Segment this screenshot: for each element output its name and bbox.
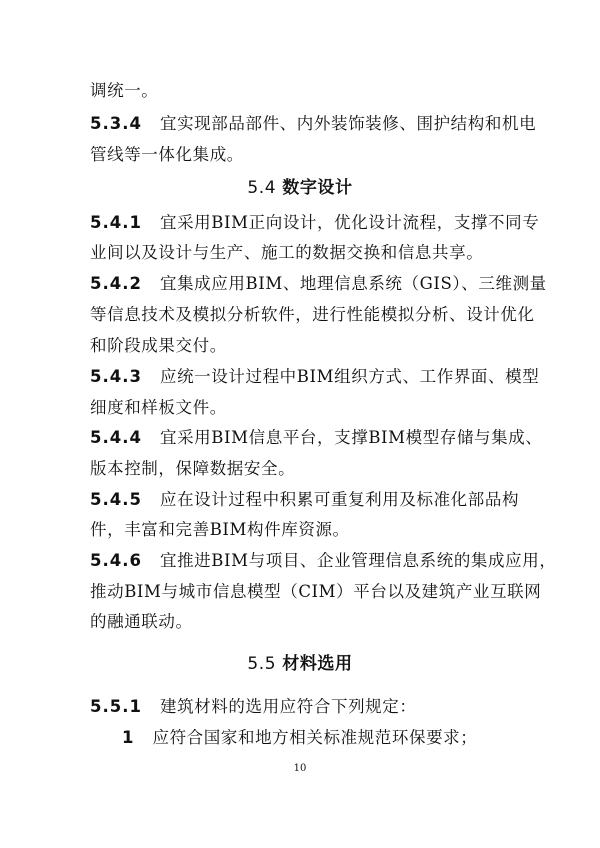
clause-5-4-4: 5.4.4 宜采用BIM信息平台，支撑BIM模型存储与集成、 <box>90 428 543 447</box>
clause-number: 5.4.5 <box>90 490 142 509</box>
text-line: 细度和样板文件。 <box>90 398 227 417</box>
clause-number: 5.4.3 <box>90 367 142 386</box>
clause-5-4-5: 5.4.5 应在设计过程中积累可重复利用及标准化部品构 <box>90 490 520 509</box>
list-item-1: 1 应符合国家和地方相关标准规范环保要求； <box>122 728 478 747</box>
clause-number: 5.4.4 <box>90 428 142 447</box>
clause-number: 5.3.4 <box>90 114 142 133</box>
text-line: 件，丰富和完善BIM构件库资源。 <box>90 520 350 539</box>
text-line: 调统一。 <box>90 81 159 100</box>
clause-5-3-4: 5.3.4 宜实现部品部件、内外装饰装修、围护结构和机电 <box>90 114 537 133</box>
text-line: 业间以及设计与生产、施工的数据交换和信息共享。 <box>90 243 484 262</box>
clause-5-5-1: 5.5.1 建筑材料的选用应符合下列规定： <box>90 697 417 716</box>
item-number: 1 <box>122 728 135 747</box>
text-line: 推动BIM与城市信息模型（CIM）平台以及建筑产业互联网 <box>90 582 542 601</box>
text-line: 和阶段成果交付。 <box>90 336 227 355</box>
clause-number: 5.4.6 <box>90 551 142 570</box>
section-heading-5-4: 5.4 数字设计 <box>247 178 353 198</box>
clause-5-4-3: 5.4.3 应统一设计过程中BIM组织方式、工作界面、模型 <box>90 367 540 386</box>
text-line: 等信息技术及模拟分析软件，进行性能模拟分析、设计优化 <box>90 305 535 324</box>
clause-5-4-6: 5.4.6 宜推进BIM与项目、企业管理信息系统的集成应用， <box>90 551 557 570</box>
page-number: 10 <box>293 763 307 774</box>
clause-number: 5.4.2 <box>90 274 142 293</box>
text-line: 管线等一体化集成。 <box>90 145 244 164</box>
clause-5-4-2: 5.4.2 宜集成应用BIM、地理信息系统（GIS）、三维测量 <box>90 274 547 293</box>
section-heading-5-5: 5.5 材料选用 <box>247 654 353 674</box>
text-line: 的融通联动。 <box>90 612 193 631</box>
clause-5-4-1: 5.4.1 宜采用BIM正向设计，优化设计流程，支撑不同专 <box>90 213 540 232</box>
text-line: 版本控制，保障数据安全。 <box>90 459 296 478</box>
clause-number: 5.4.1 <box>90 213 142 232</box>
clause-number: 5.5.1 <box>90 697 142 716</box>
